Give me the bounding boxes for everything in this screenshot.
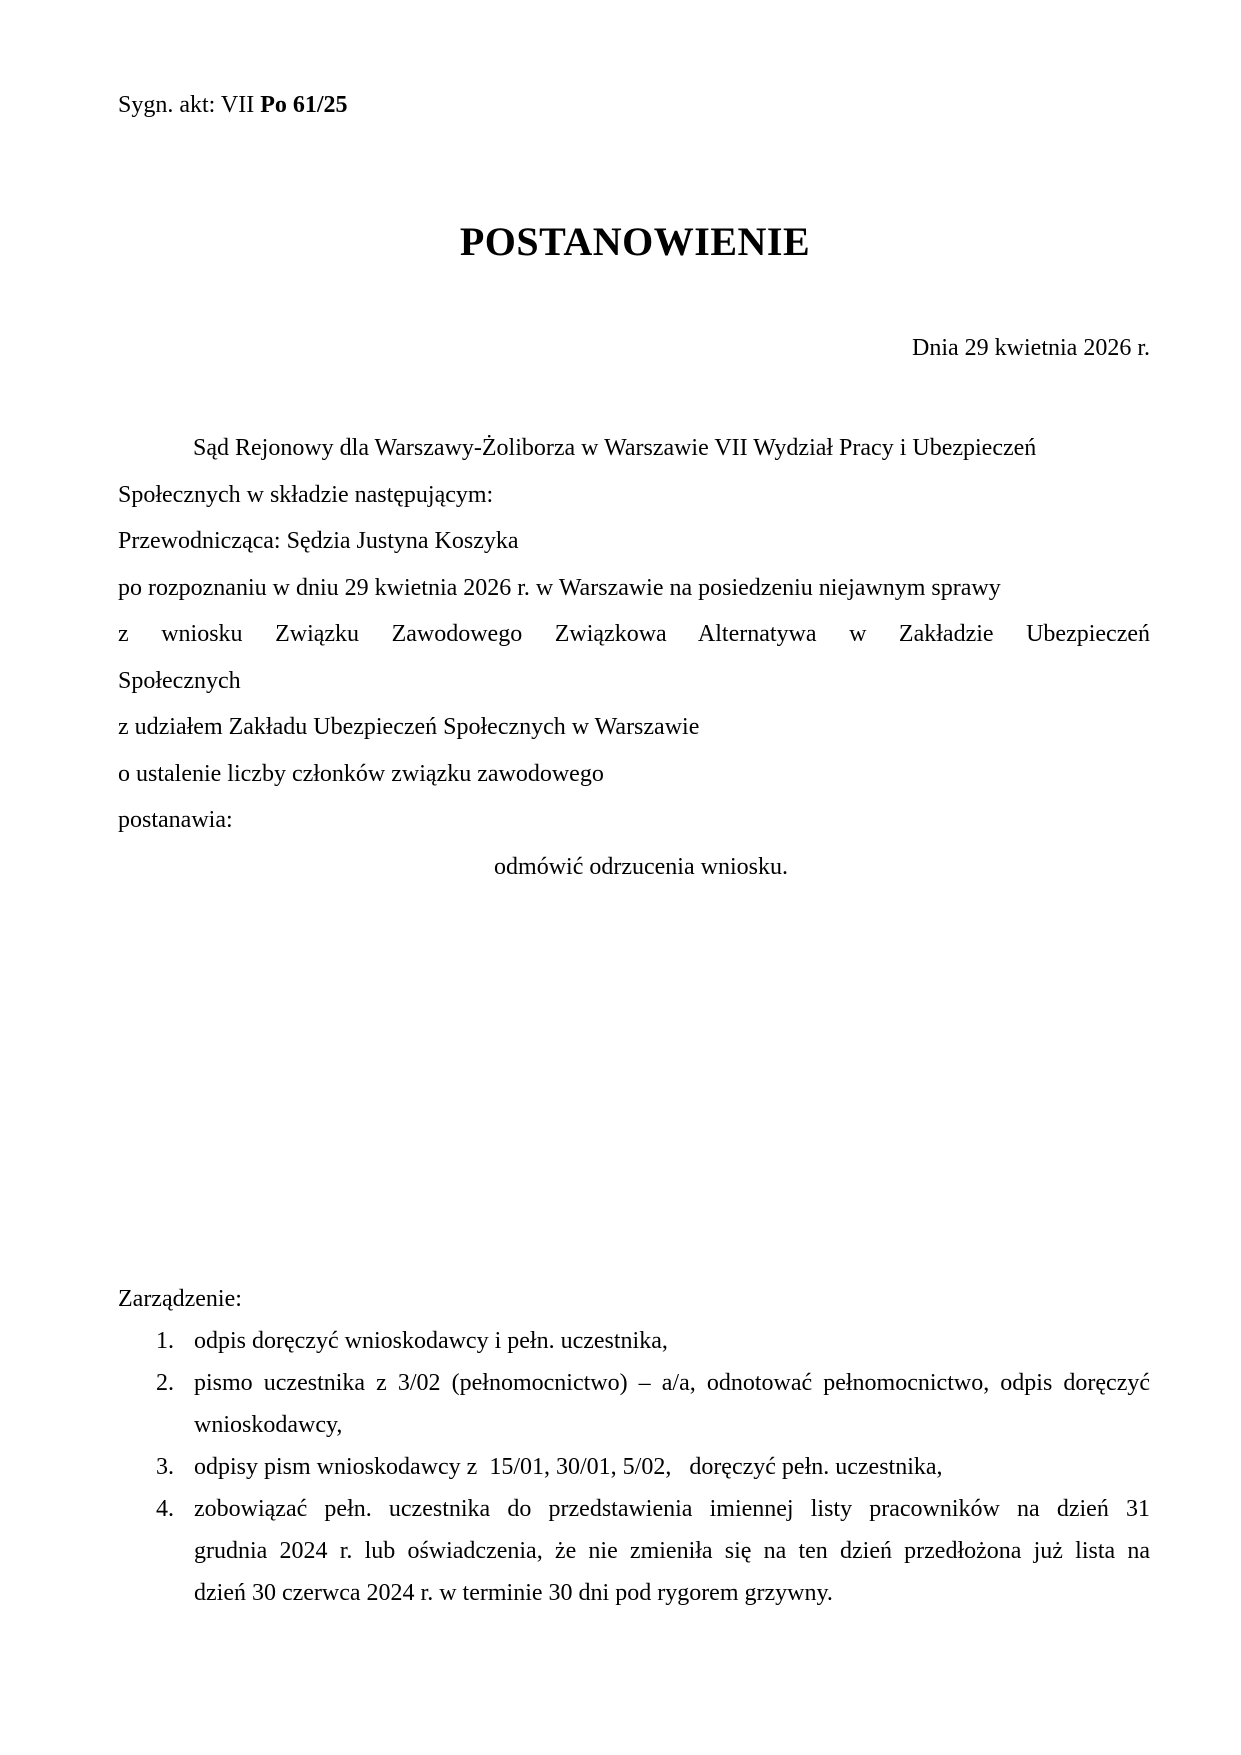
order-item-line: odpisy pism wnioskodawcy z 15/01, 30/01, 5/02, doręczyć pełn. uczestnika,: [194, 1454, 943, 1480]
document-title: POSTANOWIENIE: [459, 219, 811, 264]
body-line-court: Sąd Rejonowy dla Warszawy-Żoliborza w Warszawie VII Wydział Pracy i Ubezpieczeń: [193, 435, 1037, 461]
decision-text: odmówić odrzucenia wniosku.: [494, 853, 788, 880]
body-line-subject: o ustalenie liczby członków związku zawodowego: [118, 760, 604, 787]
order-item-text: [194, 1488, 1150, 1614]
order-item-text: [194, 1362, 1150, 1446]
order-item-number: 3.: [156, 1454, 174, 1480]
document-body: [118, 425, 1150, 890]
order-item: [118, 1320, 1150, 1362]
order-item-line: zobowiązać pełn. uczestnika do przedstawienia imiennej listy pracowników na dzień 31: [194, 1496, 1150, 1522]
body-line-hearing: po rozpoznaniu w dniu 29 kwietnia 2026 r. w Warszawie na posiedzeniu niejawnym sprawy: [118, 574, 1001, 601]
order-item: [118, 1488, 1150, 1614]
case-signature: [118, 90, 348, 120]
body-line-applicant: z wniosku Związku Zawodowego Związkowa Alternatywa w Zakładzie Ubezpieczeń: [118, 621, 1150, 647]
order-item-line: odpis doręczyć wnioskodawcy i pełn. uczestnika,: [194, 1328, 668, 1354]
order-item-line: pismo uczestnika z 3/02 (pełnomocnictwo) – a/a, odnotować pełnomocnictwo, odpis doręczyć: [194, 1370, 1150, 1396]
order-item-line: dzień 30 czerwca 2024 r. w terminie 30 dni pod rygorem grzywny.: [194, 1580, 833, 1606]
order-item-line: wnioskodawcy,: [194, 1412, 343, 1438]
order-section: [118, 1278, 1150, 1614]
order-item-number: 4.: [156, 1496, 174, 1522]
order-item-text: [194, 1446, 1150, 1488]
body-line-applicant-cont: Społecznych: [118, 667, 241, 694]
order-item-text: [194, 1320, 1150, 1362]
order-title: Zarządzenie:: [118, 1286, 242, 1312]
case-signature-number: Po 61/25: [260, 92, 348, 118]
case-signature-prefix: Sygn. akt: VII: [118, 92, 261, 118]
body-line-composition: Społecznych w składzie następującym:: [118, 481, 494, 508]
document-date: Dnia 29 kwietnia 2026 r.: [912, 335, 1150, 361]
body-line-participant: z udziałem Zakładu Ubezpieczeń Społecznych w Warszawie: [118, 714, 700, 740]
body-line-judge: Przewodnicząca: Sędzia Justyna Koszyka: [118, 528, 519, 554]
body-line-decides: postanawia:: [118, 807, 233, 833]
order-item: [118, 1446, 1150, 1488]
order-item-number: 2.: [156, 1370, 174, 1396]
order-item-line: grudnia 2024 r. lub oświadczenia, że nie zmieniła się na ten dzień przedłożona już lista na: [194, 1538, 1150, 1564]
order-item-number: 1.: [156, 1328, 174, 1354]
order-list: [118, 1320, 1150, 1614]
order-item: [118, 1362, 1150, 1446]
